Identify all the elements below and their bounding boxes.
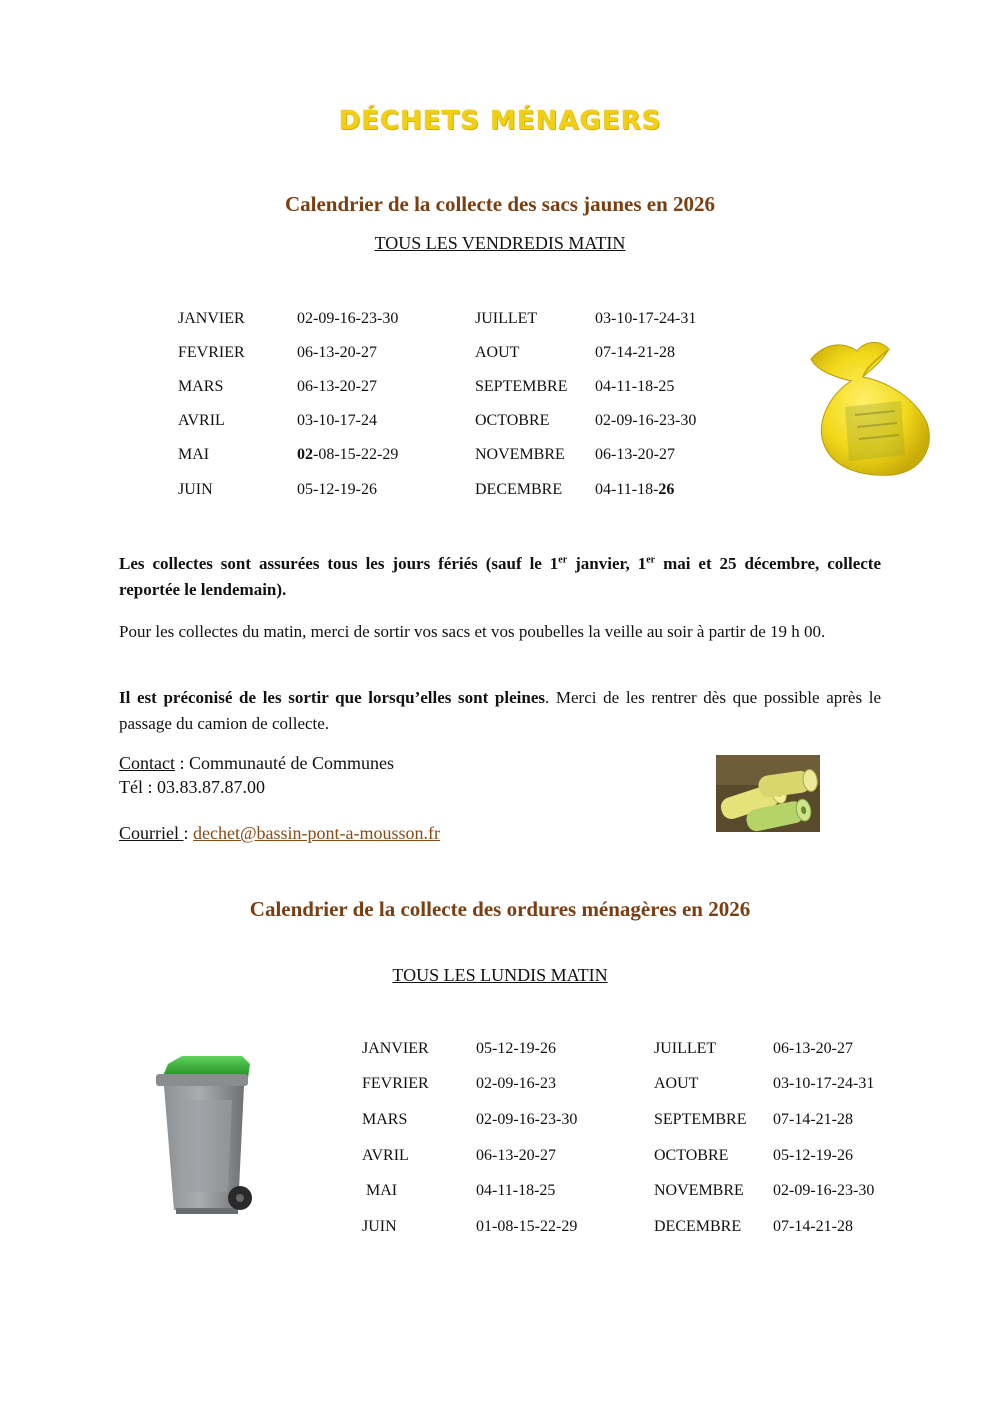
page-title: DÉCHETS MÉNAGERS [338, 106, 662, 136]
bag-rolls-image [716, 755, 820, 832]
email-link[interactable]: dechet@bassin-pont-a-mousson.fr [193, 823, 441, 843]
s1-month-aout: AOUT [475, 344, 520, 361]
s1-month-avril: AVRIL [178, 412, 225, 429]
s1-month-octobre: OCTOBRE [475, 412, 550, 429]
s1-dates-juin: 05-12-19-26 [297, 481, 377, 498]
contact-line [119, 752, 394, 774]
s2-dates-fevrier: 02-09-16-23 [476, 1075, 556, 1092]
s2-dates-juillet: 06-13-20-27 [773, 1040, 853, 1057]
s2-dates-janvier: 05-12-19-26 [476, 1040, 556, 1057]
s1-dates-juillet: 03-10-17-24-31 [595, 310, 697, 327]
s1-dates-novembre: 06-13-20-27 [595, 446, 675, 463]
s2-month-janvier: JANVIER [362, 1040, 429, 1057]
holiday-note-part3: mai et 25 décembre, collecte reportée le lendemain). [119, 554, 881, 599]
s1-dates-avril: 03-10-17-24 [297, 412, 377, 429]
contact-label: Contact [119, 753, 175, 773]
morning-note: Pour les collectes du matin, merci de sortir vos sacs et vos poubelles la veille au soir à partir de 19 h 00. [119, 622, 826, 641]
s2-dates-septembre: 07-14-21-28 [773, 1111, 853, 1128]
s2-dates-novembre: 02-09-16-23-30 [773, 1182, 875, 1199]
s1-month-mars: MARS [178, 378, 224, 395]
s2-month-septembre: SEPTEMBRE [654, 1111, 747, 1128]
contact-phone: Tél : 03.83.87.87.00 [119, 777, 265, 797]
s2-dates-octobre: 05-12-19-26 [773, 1147, 853, 1164]
s1-dates-aout: 07-14-21-28 [595, 344, 675, 361]
s2-month-juin: JUIN [362, 1218, 397, 1235]
wheelie-bin-image [152, 1052, 256, 1224]
s2-month-juillet: JUILLET [654, 1040, 717, 1057]
advice-note-bold: Il est préconisé de les sortir que lorsqu’elles sont pleines [119, 688, 545, 707]
s1-month-septembre: SEPTEMBRE [475, 378, 568, 395]
s1-dates-decembre-bold: 26 [658, 481, 675, 498]
s1-month-mai: MAI [178, 446, 210, 463]
s1-month-decembre: DECEMBRE [475, 481, 563, 498]
contact-sep: : [175, 753, 190, 773]
s2-month-mars: MARS [362, 1111, 408, 1128]
s2-dates-mai: 04-11-18-25 [476, 1182, 556, 1199]
section2-title: Calendrier de la collecte des ordures ménagères en 2026 [249, 897, 751, 921]
s2-month-avril: AVRIL [362, 1147, 409, 1164]
s1-dates-decembre-rest: 04-11-18- [595, 481, 659, 498]
s1-month-janvier: JANVIER [178, 310, 245, 327]
section1-title: Calendrier de la collecte des sacs jaunes en 2026 [284, 192, 716, 216]
s2-dates-mars: 02-09-16-23-30 [476, 1111, 578, 1128]
s2-month-decembre: DECEMBRE [654, 1218, 742, 1235]
s1-dates-septembre: 04-11-18-25 [595, 378, 675, 395]
s1-dates-janvier: 02-09-16-23-30 [297, 310, 399, 327]
s2-dates-aout: 03-10-17-24-31 [773, 1075, 875, 1092]
s2-month-fevrier: FEVRIER [362, 1075, 429, 1092]
s2-month-aout: AOUT [654, 1075, 699, 1092]
email-label: Courriel [119, 823, 184, 843]
s2-month-mai: MAI [362, 1182, 398, 1199]
holiday-note-sup1: er [558, 554, 568, 566]
s1-month-novembre: NOVEMBRE [475, 446, 565, 463]
email-sep: : [183, 823, 194, 843]
contact-value: Communauté de Communes [189, 753, 394, 773]
s2-month-novembre: NOVEMBRE [654, 1182, 744, 1199]
holiday-note-part1: Les collectes sont assurées tous les jours fériés (sauf le 1 [119, 554, 559, 573]
advice-note [119, 685, 881, 737]
s1-month-fevrier: FEVRIER [178, 344, 245, 361]
s1-month-juin: JUIN [178, 481, 213, 498]
section2-subtitle: TOUS LES LUNDIS MATIN [392, 965, 608, 985]
s1-dates-decembre [595, 480, 674, 500]
holiday-note [119, 551, 881, 603]
s2-dates-avril: 06-13-20-27 [476, 1147, 556, 1164]
s2-dates-decembre: 07-14-21-28 [773, 1218, 853, 1235]
holiday-note-part2: janvier, 1 [567, 554, 647, 573]
email-line [119, 822, 440, 844]
s1-dates-mars: 06-13-20-27 [297, 378, 377, 395]
s1-dates-fevrier: 06-13-20-27 [297, 344, 377, 361]
section1-subtitle: TOUS LES VENDREDIS MATIN [374, 233, 626, 253]
s2-dates-juin: 01-08-15-22-29 [476, 1218, 578, 1235]
holiday-note-sup2: er [646, 554, 656, 566]
s2-month-octobre: OCTOBRE [654, 1147, 729, 1164]
s1-dates-mai [297, 445, 398, 465]
s1-dates-mai-bold: 02 [297, 446, 313, 463]
s1-month-juillet: JUILLET [475, 310, 538, 327]
s1-dates-mai-rest: -08-15-22-29 [313, 446, 399, 463]
s1-dates-octobre: 02-09-16-23-30 [595, 412, 697, 429]
advice-note-rest: . Merci de les rentrer dès que possible après le passage du camion de collecte. [119, 688, 881, 733]
yellow-bag-image [805, 337, 935, 477]
